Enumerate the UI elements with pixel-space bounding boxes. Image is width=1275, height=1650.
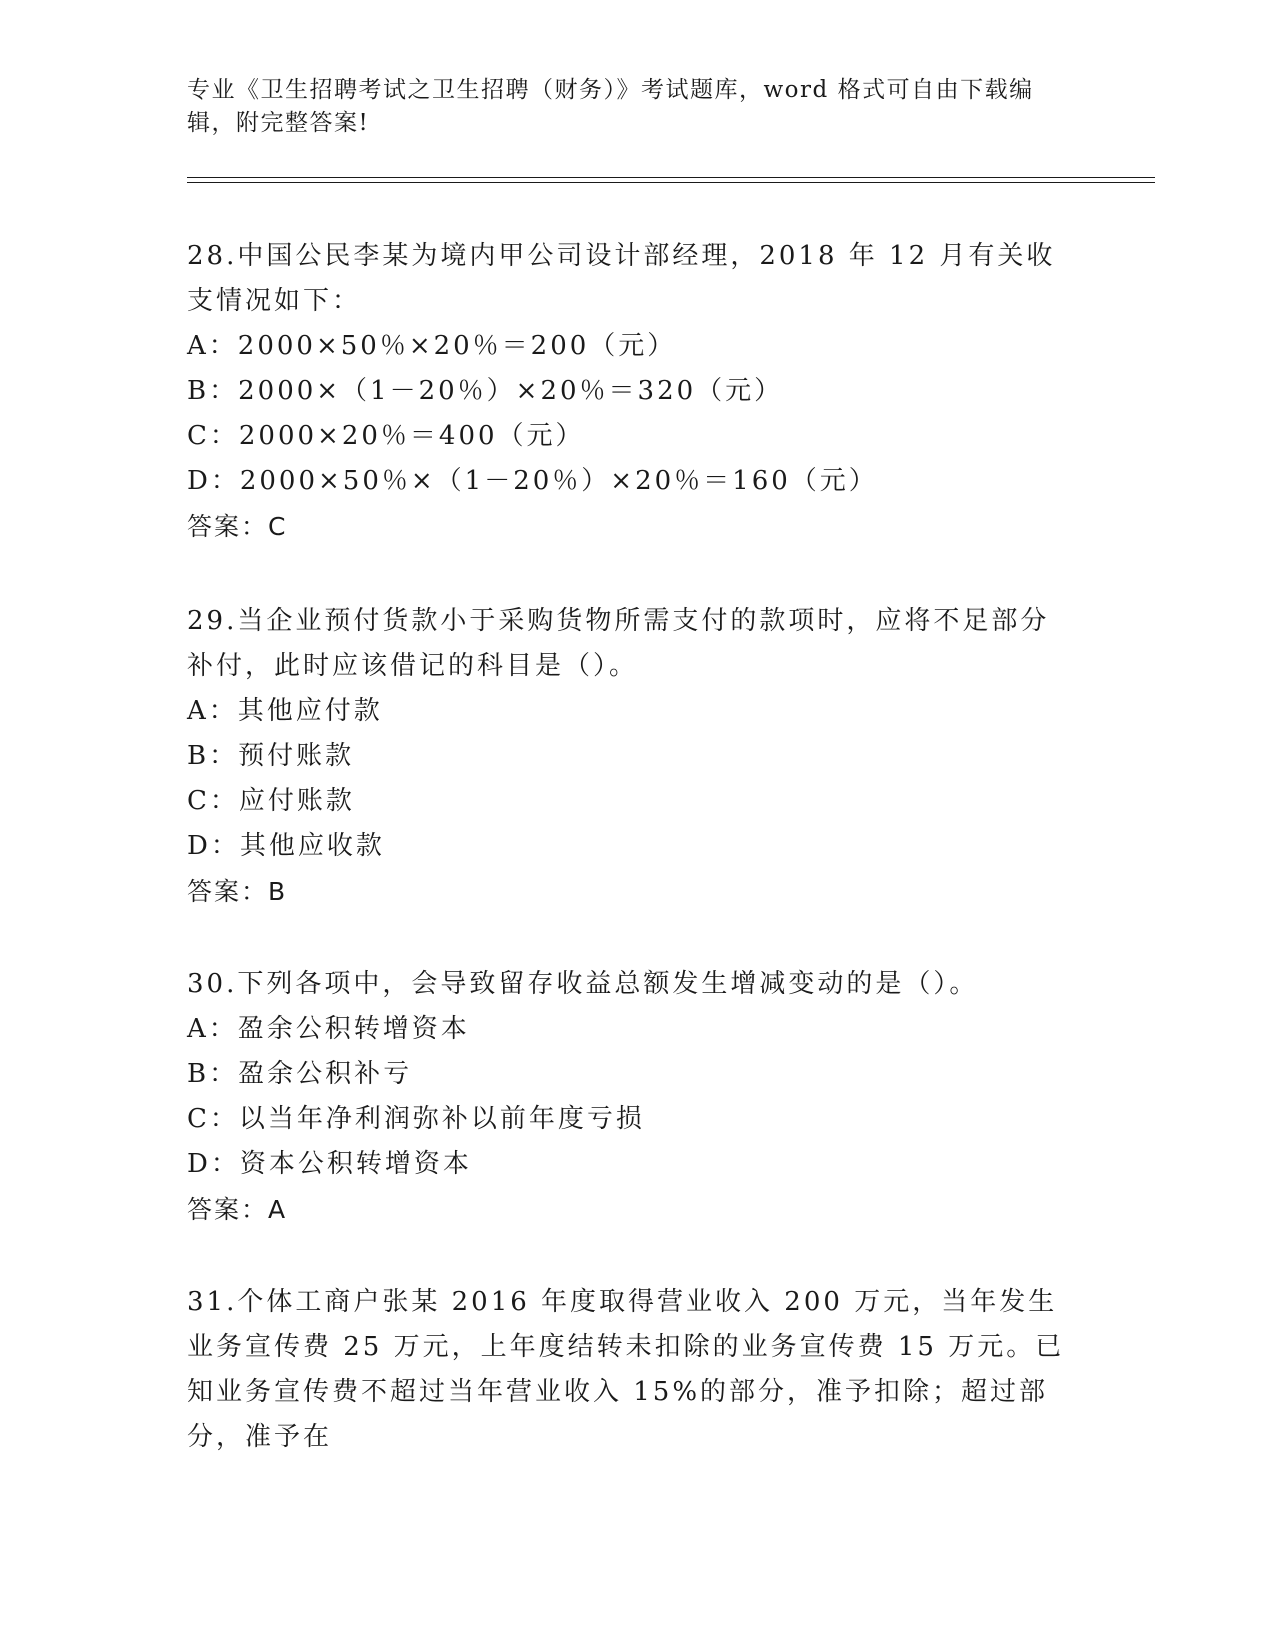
option-a: A：2000×50％×20％＝200（元） <box>187 331 677 361</box>
option-c: C：2000×20％＝400（元） <box>187 421 585 451</box>
option-a: A：其他应付款 <box>187 696 383 726</box>
option-c: C：以当年净利润弥补以前年度亏损 <box>187 1104 645 1134</box>
answer-line: 答案：B <box>187 877 288 906</box>
question-stem: 31.个体工商户张某 2016 年度取得营业收入 200 万元，当年发生业务宣传费 25 万元，上年度结转未扣除的业务宣传费 15 万元。已知业务宣传费不超过当年营业收入 15%的部分，准予扣除；超过部分，准予在 <box>187 1287 1065 1452</box>
header-divider-bottom <box>187 182 1155 183</box>
question-stem: 29.当企业预付货款小于采购货物所需支付的款项时，应将不足部分补付，此时应该借记的科目是（）。 <box>187 606 1050 681</box>
page-header-text: 专业《卫生招聘考试之卫生招聘（财务）》考试题库，word 格式可自由下载编辑，附完整答案! <box>187 77 1034 136</box>
header-divider-top <box>187 177 1155 178</box>
option-d: D：资本公积转增资本 <box>187 1149 472 1179</box>
option-b: B：盈余公积补亏 <box>187 1059 413 1089</box>
option-a: A：盈余公积转增资本 <box>187 1014 470 1044</box>
answer-line: 答案：C <box>187 512 288 541</box>
question-29 <box>187 599 1087 914</box>
option-b: B：预付账款 <box>187 741 355 771</box>
question-28 <box>187 234 1087 549</box>
option-d: D：2000×50％×（1－20％）×20％＝160（元） <box>187 466 878 496</box>
question-30 <box>187 962 1087 1232</box>
question-31 <box>187 1280 1087 1460</box>
answer-line: 答案：A <box>187 1195 288 1224</box>
option-b: B：2000×（1－20％）×20％＝320（元） <box>187 376 784 406</box>
option-d: D：其他应收款 <box>187 831 385 861</box>
question-stem: 30.下列各项中，会导致留存收益总额发生增减变动的是（）。 <box>187 969 979 999</box>
option-c: C：应付账款 <box>187 786 355 816</box>
question-stem: 28.中国公民李某为境内甲公司设计部经理，2018 年 12 月有关收支情况如下： <box>187 241 1056 316</box>
